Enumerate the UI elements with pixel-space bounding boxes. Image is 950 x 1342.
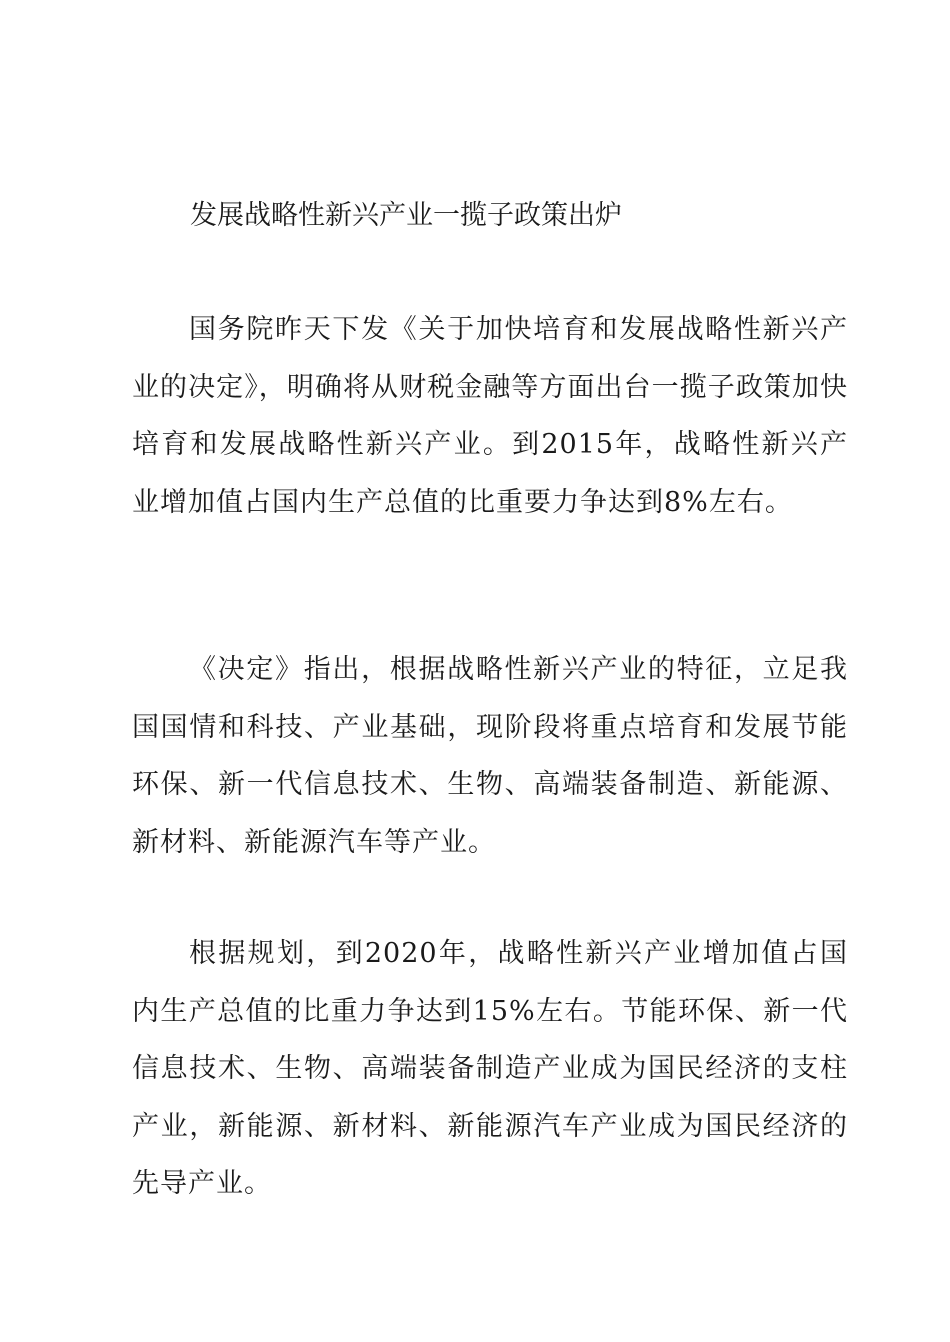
paragraph-1: 国务院昨天下发《关于加快培育和发展战略性新兴产业的决定》，明确将从财税金融等方面出台一揽子政策加快培育和发展战略性新兴产业。到2015年，战略性新兴产业增加值占国内生产总值的比重要力争达到8%左右。 [132,314,848,518]
paragraph-2: 《决定》指出，根据战略性新兴产业的特征，立足我国国情和科技、产业基础，现阶段将重点培育和发展节能环保、新一代信息技术、生物、高端装备制造、新能源、新材料、新能源汽车等产业。 [132,654,848,858]
paragraph-3: 根据规划，到2020年，战略性新兴产业增加值占国内生产总值的比重力争达到15%左右。节能环保、新一代信息技术、生物、高端装备制造产业成为国民经济的支柱产业，新能源、新材料、新能源汽车产业成为国民经济的先导产业。 [132,938,848,1200]
document-title: 发展战略性新兴产业一揽子政策出炉 [190,200,622,231]
